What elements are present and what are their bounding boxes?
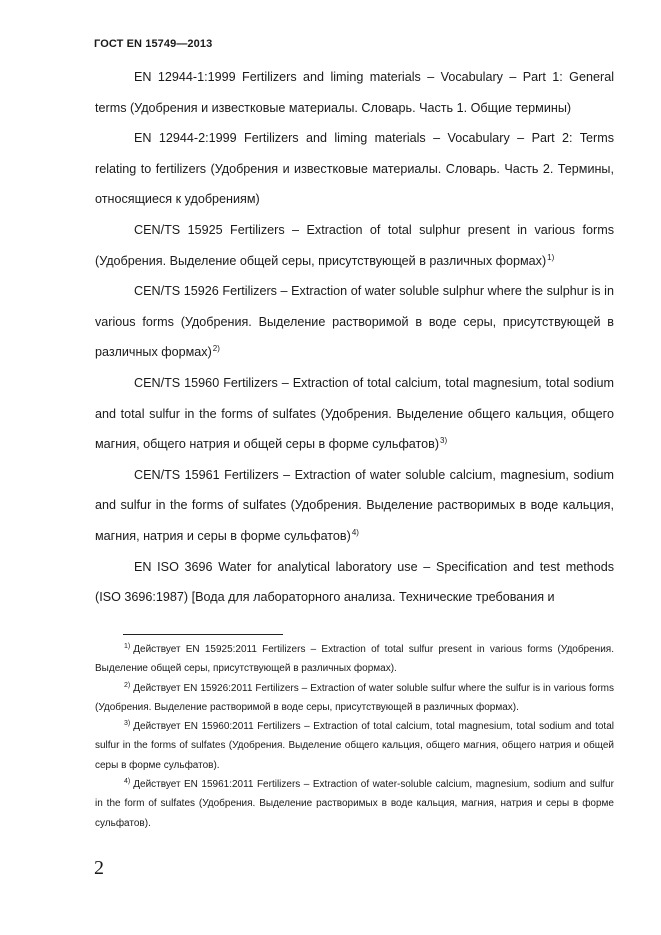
reference-item: CEN/TS 15960 Fertilizers – Extraction of total calcium, total magnesium, total sodium and total sulfur in the forms of sulfates (Удобрения. Выделение общего кальция, общего магния, общего натрия и общей серы в форме сульфатов)$^{3)}$	[95, 375, 614, 452]
footnotes	[95, 640, 614, 833]
reference-item: CEN/TS 15961 Fertilizers – Extraction of water soluble calcium, magnesium, sodium and sulfur in the forms of sulfates (Удобрения. Выделение растворимых в воде кальция, магния, натрия и серы в форме сульфатов)$^{4)}$	[95, 467, 614, 543]
reference-item: CEN/TS 15926 Fertilizers – Extraction of water soluble sulphur where the sulphur is in various forms (Удобрения. Выделение растворимой в воде серы, присутствующей в различных формах)$^{2)}$	[95, 284, 614, 360]
normative-references	[95, 62, 614, 613]
footnote: $^{3)}$ Действует EN 15960:2011 Fertilizers – Extraction of total calcium, total magnesium, total sodium and total sulfur in the forms of sulfates (Удобрения. Выделение общего кальция, общего магния, общего натрия и общей серы в форме сульфатов).	[95, 720, 614, 771]
footnote-mark: 3)	[124, 720, 131, 728]
reference-item: EN 12944-1:1999 Fertilizers and liming materials – Vocabulary – Part 1: General terms (Удобрения и известковые материалы. Словарь. Часть 1. Общие термины)	[95, 70, 614, 115]
footnote-mark: 2)	[124, 681, 131, 689]
reference-item: CEN/TS 15925 Fertilizers – Extraction of total sulphur present in various forms (Удобрения. Выделение общей серы, присутствующей в различных формах)$^{1)}$	[95, 222, 614, 268]
reference-item: EN 12944-2:1999 Fertilizers and liming materials – Vocabulary – Part 2: Terms relating to fertilizers (Удобрения и известковые материалы. Словарь. Часть 2. Термины, относящиеся к удобрениям)	[95, 131, 614, 207]
footnote: $^{1)}$ Действует EN 15925:2011 Fertilizers – Extraction of total sulfur present in various forms (Удобрения. Выделение общей серы, присутствующей в различных формах).	[95, 643, 614, 675]
footnote-mark: 1)	[124, 643, 131, 650]
page-number: 2	[94, 857, 104, 879]
footnote-ref: 4)	[351, 527, 359, 537]
footnote-ref: 3)	[440, 436, 448, 446]
footnote-ref: 2)	[212, 344, 220, 354]
footnote-separator	[123, 634, 283, 635]
footnote-mark: 4)	[124, 778, 131, 786]
footnote-ref: 1)	[547, 252, 555, 262]
footnote: $^{2)}$ Действует EN 15926:2011 Fertilizers – Extraction of water soluble sulfur where the sulfur is in various forms (Удобрения. Выделение растворимой в воде серы, присутствующей в различных формах).	[95, 681, 614, 713]
footnote: $^{4)}$ Действует EN 15961:2011 Fertilizers – Extraction of water-soluble calcium, magnesium, sodium and sulfur in the form of sulfates (Удобрения. Выделение растворимых в воде кальция, магния, натрия и серы в форме сульфатов).	[95, 778, 614, 829]
page-header: ГОСТ EN 15749—2013	[94, 38, 213, 50]
reference-item: EN ISO 3696 Water for analytical laboratory use – Specification and test methods (ISO 3696:1987) [Вода для лабораторного анализа. Технические требования и	[95, 559, 614, 605]
